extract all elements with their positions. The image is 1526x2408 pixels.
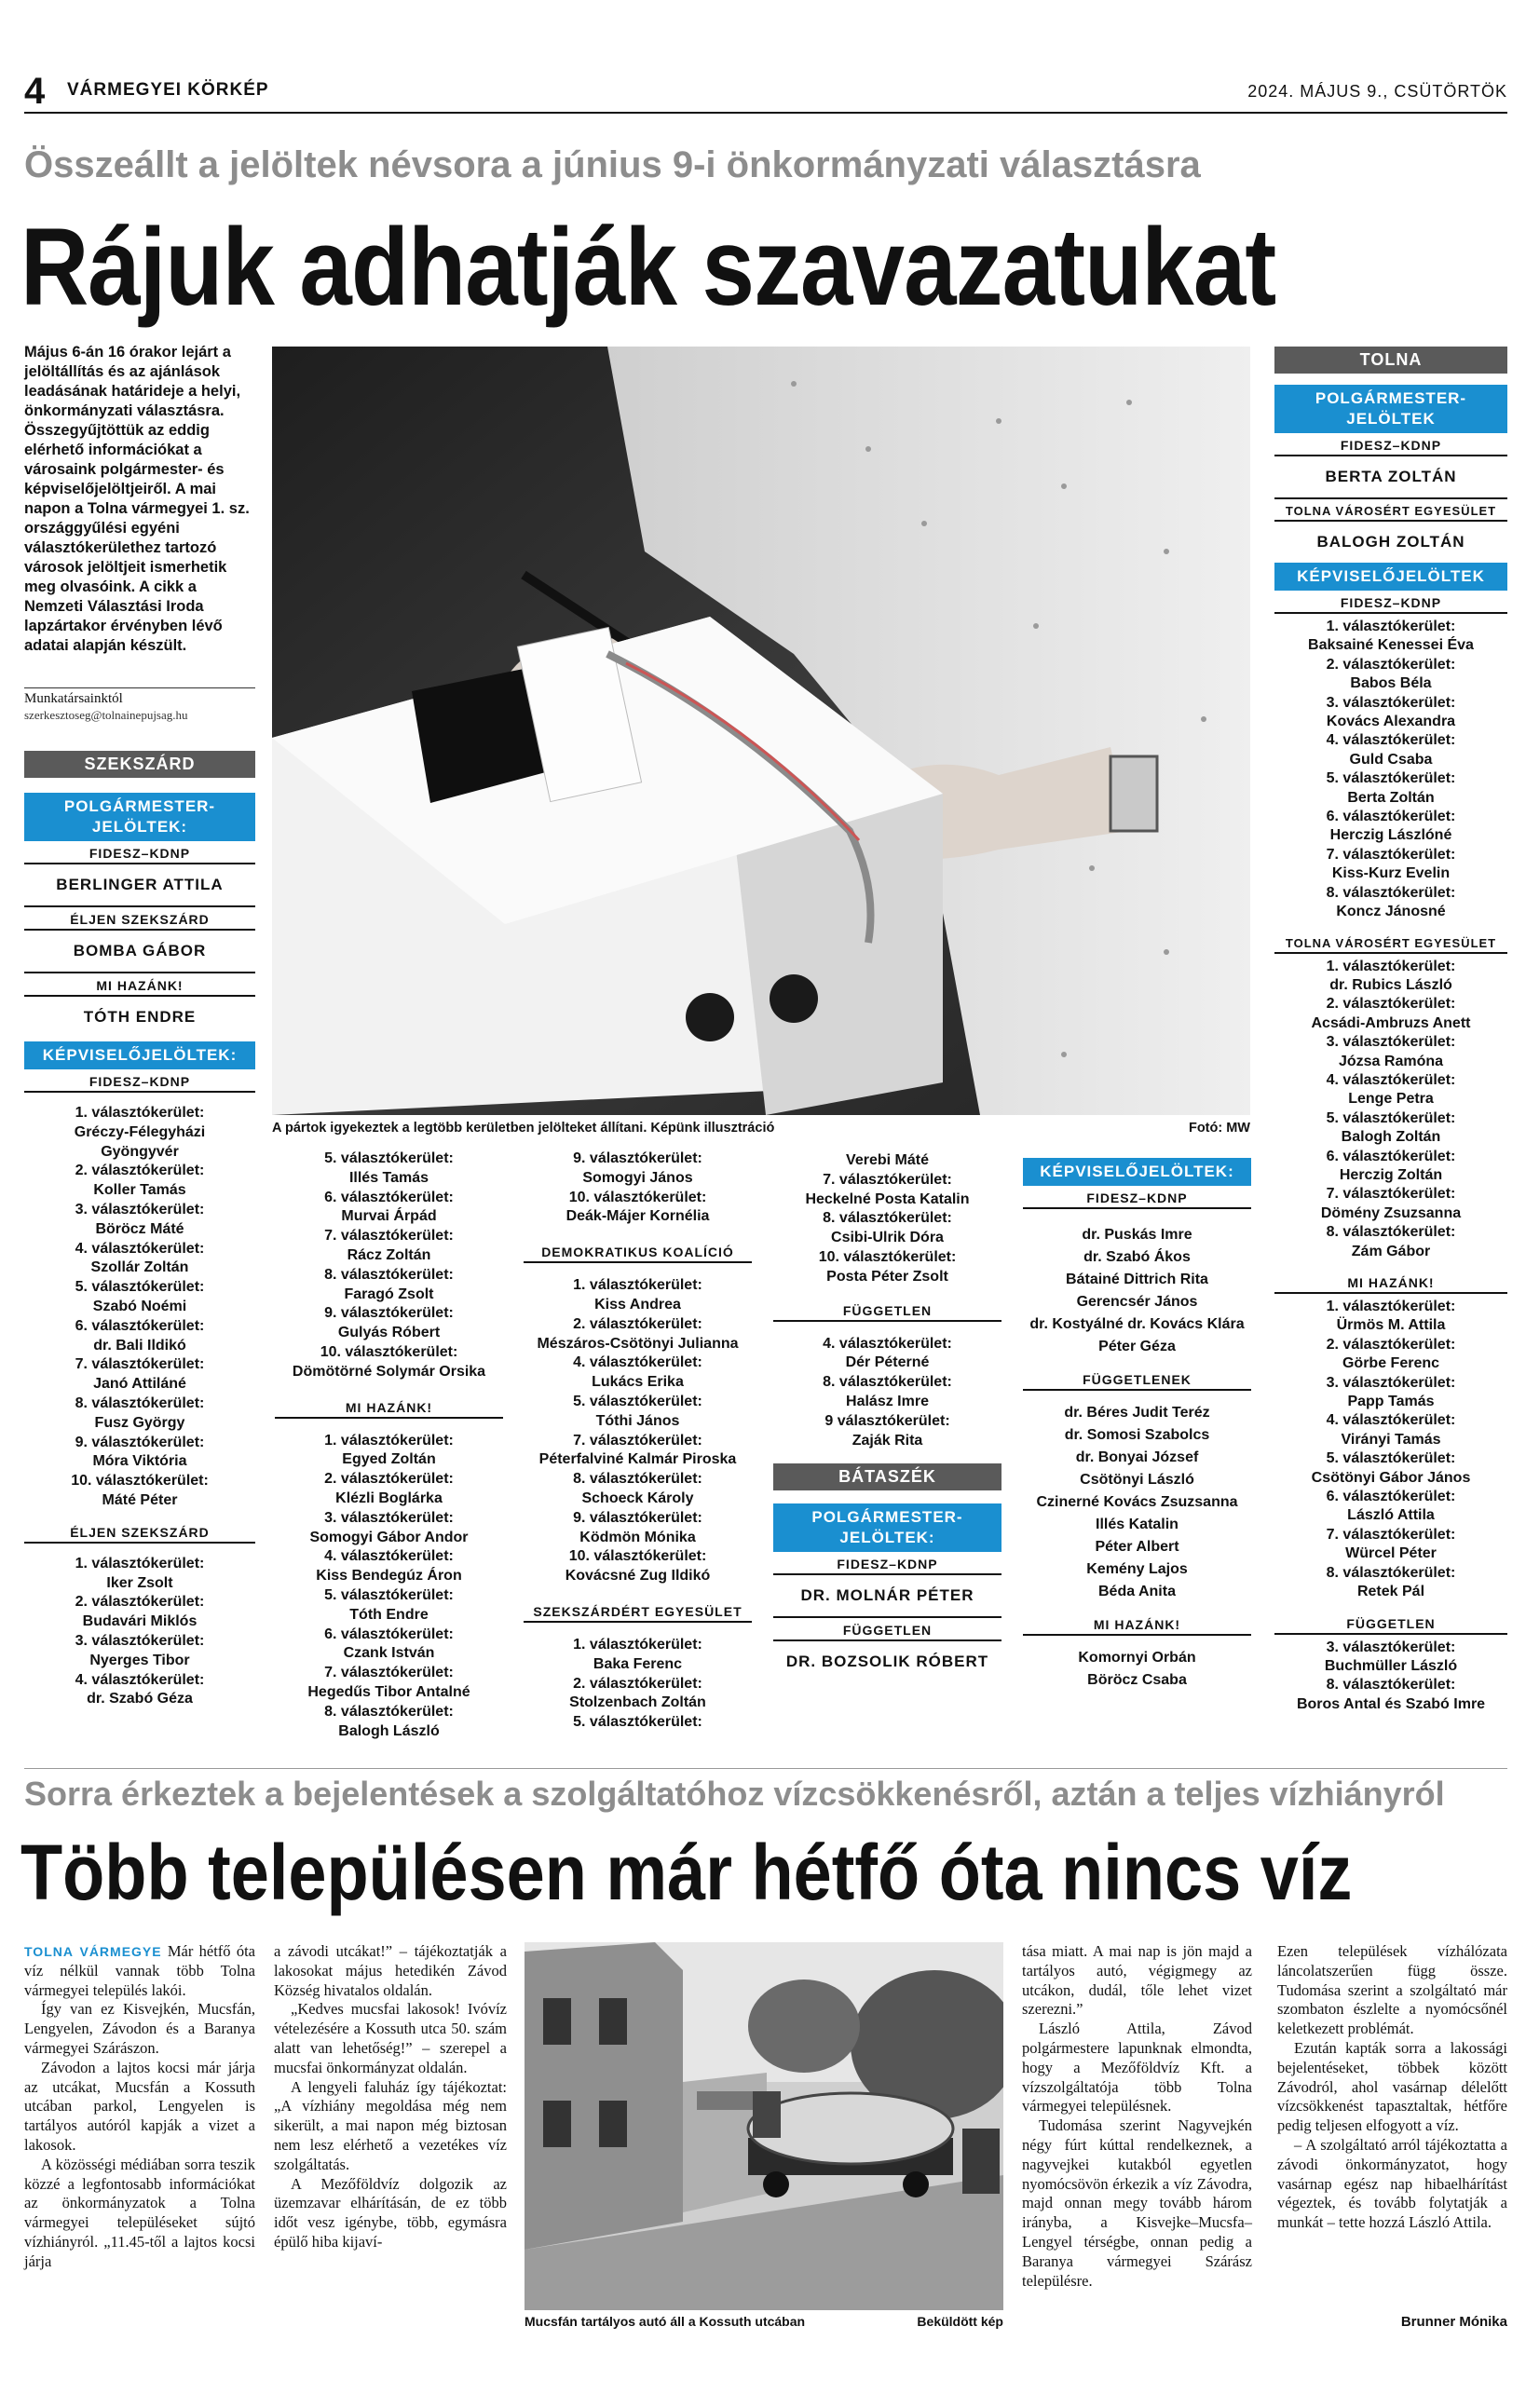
list-entry: Fusz György <box>94 1414 185 1431</box>
list-entry: Mészáros-Csötönyi Julianna <box>537 1335 739 1352</box>
list-entry: Acsádi-Ambruzs Anett <box>1311 1014 1471 1031</box>
candidate-list <box>1023 1647 1251 1692</box>
list-entry: Dömény Zsuzsanna <box>1320 1204 1462 1221</box>
list-entry: Würcel Péter <box>1345 1545 1437 1562</box>
candidate-list <box>524 1636 752 1733</box>
list-entry: dr. Szabó Ákos <box>1083 1249 1191 1265</box>
list-entry: Dér Péterné <box>845 1354 930 1371</box>
list-entry: 10. választókerület: <box>568 1548 707 1565</box>
list-entry: 6. választókerület: <box>324 1189 454 1205</box>
party-label: FIDESZ–KDNP <box>1274 433 1507 456</box>
list-entry: 8. választókerület: <box>75 1394 205 1411</box>
list-entry: dr. Bali Ildikó <box>93 1337 186 1354</box>
list-entry: Posta Péter Zsolt <box>826 1268 948 1285</box>
list-entry: Nyerges Tibor <box>89 1652 190 1668</box>
list-entry: 8. választókerület: <box>324 1266 454 1283</box>
paragraph: Tudomása szerint Nagyvejkén négy fúrt kúttal rendelkeznek, a nagyvejkei kutakból egyetlen nyomócsövön érkezik a víz Závodra, majd onnan megy tovább három irányba, a Kisvejke–Mucsfa–Lengyel térségbe, onnan pedig a Baranya vármegyei Szárász településre. <box>1022 2116 1252 2290</box>
list-entry: 6. választókerület: <box>1326 1148 1456 1164</box>
party-label: SZEKSZÁRDÉRT EGYESÜLET <box>524 1599 752 1623</box>
list-entry: Szabó Noémi <box>92 1298 187 1314</box>
candidate-list <box>524 1150 752 1227</box>
list-entry: Somogyi János <box>582 1169 693 1186</box>
list-entry: 5. választókerület: <box>573 1714 702 1731</box>
list-entry: Virányi Tamás <box>1341 1431 1441 1448</box>
ballot-box-photo <box>272 347 1250 1115</box>
byline-email[interactable]: szerkesztoseg@tolnainepujsag.hu <box>24 708 188 722</box>
list-entry: Ködmön Mónika <box>579 1529 696 1545</box>
szekszard-block <box>24 751 255 1709</box>
list-entry: 7. választókerület: <box>1326 846 1456 863</box>
party-label: DEMOKRATIKUS KOALÍCIÓ <box>524 1240 752 1263</box>
paragraph: Ezután kapták sorra a lakossági bejelentéseket, többek között Závodról, ahol vasárnap délelőtt vízcsökkenést tapasztaltak, hétfőre pedig teljesen elfogyott a víz. <box>1277 2038 1507 2135</box>
list-entry: 4. választókerület: <box>324 1548 454 1565</box>
list-entry: Lukács Erika <box>592 1374 684 1391</box>
list-entry: 9. választókerület: <box>573 1150 702 1166</box>
list-entry: 1. választókerület: <box>1326 619 1456 634</box>
list-entry: Péter Géza <box>1098 1339 1176 1354</box>
list-entry: 2. választókerület: <box>75 1163 205 1179</box>
list-entry: Buchmüller László <box>1324 1657 1458 1674</box>
list-entry: Egyed Zoltán <box>342 1451 436 1468</box>
paragraph: A Mezőföldvíz dolgozik az üzemzavar elhárításán, de ez több időt vesz igénybe, több, egymásra épülő hiba kijaví- <box>274 2174 507 2251</box>
list-entry: Szollár Zoltán <box>90 1259 189 1276</box>
city-band-szekszard: SZEKSZÁRD <box>24 751 255 778</box>
list-entry: Herczig Lászlóné <box>1329 827 1452 844</box>
article2-author: Brunner Mónika <box>1400 2314 1507 2330</box>
list-entry: Baka Ferenc <box>593 1655 683 1672</box>
tolna-block <box>1274 347 1507 1714</box>
section-divider <box>24 1768 1507 1769</box>
list-entry: 3. választókerület: <box>1326 1374 1456 1391</box>
water-truck-image <box>525 1942 1003 2310</box>
list-entry: Gulyás Róbert <box>337 1325 441 1341</box>
list-entry: Papp Tamás <box>1347 1394 1435 1410</box>
article1-lead: Május 6-án 16 órakor lejárt a jelöltállítás és az ajánlások leadásának határideje a helyi, önkormányzati választásra. Összegyűjtöttük az eddig elérhető információkat a városaink polgármester- és képviselőjelöltjeiről. A mai napon a Tolna vármegyei 1. sz. országgyűlési egyéni választókerülethez tartozó városok jelöltjeit ismerhetik meg olvasóink. A cikk a Nemzeti Választási Iroda lapzártakor érvényben lévő adatai alapján készült. <box>24 344 250 654</box>
candidate-list <box>24 1104 255 1511</box>
issue-date: 2024. MÁJUS 9., CSÜTÖRTÖK <box>1247 82 1507 101</box>
list-entry: Balogh László <box>338 1722 440 1739</box>
list-entry: 9. választókerület: <box>573 1509 702 1526</box>
list-entry: 7. választókerület: <box>75 1356 205 1373</box>
location-tag: TOLNA VÁRMEGYE <box>24 1944 162 1959</box>
list-entry: Schoeck Károly <box>581 1490 694 1506</box>
paragraph <box>24 1942 255 2000</box>
list-entry: 8. választókerület: <box>1326 884 1456 901</box>
list-entry: Murvai Árpád <box>341 1208 437 1225</box>
list-entry: Béda Anita <box>1098 1584 1176 1599</box>
candidate-list <box>1274 958 1507 1262</box>
list-entry: Kiss-Kurz Evelin <box>1331 865 1451 882</box>
list-entry: 4. választókerület: <box>1326 732 1456 749</box>
party-label: FIDESZ–KDNP <box>24 841 255 864</box>
party-label: MI HAZÁNK! <box>24 973 255 997</box>
mayor-candidate: DR. BOZSOLIK RÓBERT <box>785 1653 989 1671</box>
paragraph: „Kedves mucsfai lakosok! Ivóvíz vételezésére a Kossuth utca 50. szám alatt van lehetőség!” – szerepel a mucsfai önkormányzat oldalán. <box>274 2000 507 2076</box>
list-entry: Gerencsér János <box>1076 1294 1198 1310</box>
list-entry: 2. választókerület: <box>573 1675 702 1692</box>
list-entry: 1. választókerület: <box>1326 1299 1456 1314</box>
list-entry: 3. választókerület: <box>75 1632 205 1649</box>
list-entry: 7. választókerület: <box>823 1171 952 1188</box>
list-entry: 8. választókerület: <box>823 1374 952 1391</box>
list-entry: 5. választókerület: <box>1326 770 1456 787</box>
list-entry: Koller Tamás <box>93 1182 186 1199</box>
list-entry: 4. választókerület: <box>573 1354 702 1371</box>
mayor-candidate: TÓTH ENDRE <box>83 1008 197 1026</box>
list-entry: Deák-Májer Kornélia <box>565 1208 710 1225</box>
city-band-tolna: TOLNA <box>1274 347 1507 374</box>
mayor-candidate: DR. MOLNÁR PÉTER <box>773 1575 1001 1618</box>
list-entry: 9 választókerület: <box>824 1412 950 1429</box>
candidate-list <box>24 1555 255 1709</box>
list-entry: 4. választókerület: <box>75 1671 205 1688</box>
list-entry: 3. választókerület: <box>1326 694 1456 711</box>
page-number: 4 <box>24 71 46 112</box>
mayor-band-tolna: POLGÁRMESTER- JELÖLTEK <box>1274 385 1507 433</box>
column-5 <box>1023 1158 1251 1692</box>
list-entry: Dömötörné Solymár Orsika <box>292 1363 486 1380</box>
list-entry: Bátainé Dittrich Rita <box>1066 1272 1208 1287</box>
mayor-candidate: BERTA ZOLTÁN <box>1274 456 1507 499</box>
ballot-box-image <box>272 347 1250 1115</box>
list-entry: Gréczy-Félegyházi <box>74 1123 206 1140</box>
list-entry: Iker Zsolt <box>106 1574 173 1591</box>
photo1-caption <box>272 1121 1250 1136</box>
list-entry: Péter Albert <box>1095 1539 1179 1555</box>
list-entry: Kiss Andrea <box>594 1296 681 1313</box>
list-entry: dr. Puskás Imre <box>1082 1227 1192 1243</box>
party-label: MI HAZÁNK! <box>1023 1612 1251 1636</box>
list-entry: 7. választókerület: <box>324 1228 454 1245</box>
water-truck-photo <box>525 1942 1003 2310</box>
list-entry: Illés Tamás <box>348 1169 429 1186</box>
list-entry: Csibi-Ulrik Dóra <box>831 1230 944 1246</box>
article2-column-4 <box>1277 1942 1507 2233</box>
party-label: TOLNA VÁROSÉRT EGYESÜLET <box>1274 499 1507 522</box>
list-entry: 1. választókerület: <box>75 1555 205 1571</box>
list-entry: 2. választókerület: <box>1326 656 1456 673</box>
candidate-list <box>524 1276 752 1586</box>
list-entry: dr. Szabó Géza <box>87 1691 193 1707</box>
list-entry: Verebi Máté <box>846 1152 929 1168</box>
party-label: FÜGGETLENEK <box>1023 1367 1251 1391</box>
list-entry: 5. választókerület: <box>324 1150 454 1166</box>
list-entry: Retek Pál <box>1356 1584 1425 1600</box>
byline-text: Munkatársainktól <box>24 691 123 706</box>
list-entry: Kemény Lajos <box>1086 1561 1188 1577</box>
list-entry: Csötönyi Gábor János <box>1311 1469 1471 1486</box>
list-entry: 2. választókerület: <box>324 1471 454 1488</box>
party-label: TOLNA VÁROSÉRT EGYESÜLET <box>1274 932 1507 954</box>
candidate-list <box>1023 1402 1251 1603</box>
list-entry: 2. választókerület: <box>1326 996 1456 1013</box>
list-entry: Ürmös M. Attila <box>1336 1317 1446 1334</box>
paragraph: tása miatt. A mai nap is jön majd a tartályos autó, végigmegy az utcákon, dudál, tőle lehet vizet szerezni.” <box>1022 1942 1252 2019</box>
article1-byline <box>24 687 255 724</box>
list-entry: Komornyi Orbán <box>1078 1650 1196 1666</box>
list-entry: 10. választókerület: <box>71 1473 209 1490</box>
candidate-list <box>773 1151 1001 1287</box>
candidate-list <box>773 1335 1001 1451</box>
list-entry: Czank István <box>343 1645 435 1662</box>
list-entry: Boros Antal és Szabó Imre <box>1296 1695 1486 1712</box>
list-entry: 1. választókerület: <box>573 1277 702 1294</box>
article2-column-1 <box>24 1942 255 2272</box>
list-entry: 8. választókerület: <box>324 1703 454 1720</box>
list-entry: 9. választókerület: <box>75 1434 205 1450</box>
list-entry: 3. választókerület: <box>1326 1034 1456 1051</box>
paragraph: A közösségi médiában sorra teszik közzé a legfontosabb információkat az önkormányzatok a Tolna vármegyei településeket sújtó vízhiányról. „11.45-től a lajtos kocsi járja <box>24 2155 255 2270</box>
list-entry: dr. Somosi Szabolcs <box>1064 1427 1210 1443</box>
mayor-candidate: BERLINGER ATTILA <box>24 864 255 907</box>
list-entry: Böröcz Máté <box>95 1220 184 1237</box>
party-label: MI HAZÁNK! <box>275 1395 503 1419</box>
list-entry: Móra Viktória <box>92 1453 187 1470</box>
list-entry: Zaják Rita <box>852 1432 923 1449</box>
list-entry: Tóth Endre <box>349 1606 429 1623</box>
list-entry: 6. választókerület: <box>1326 809 1456 825</box>
list-entry: Czinerné Kovács Zsuzsanna <box>1036 1494 1238 1510</box>
list-entry: Péterfalviné Kalmár Piroska <box>538 1451 737 1468</box>
party-label: ÉLJEN SZEKSZÁRD <box>24 1520 255 1544</box>
column-2 <box>275 1150 503 1741</box>
list-entry: dr. Béres Judit Teréz <box>1064 1405 1210 1421</box>
list-entry: Gyöngyvér <box>101 1143 179 1160</box>
list-entry: Budavári Miklós <box>82 1613 198 1630</box>
list-entry: 3. választókerület: <box>324 1509 454 1526</box>
page-header <box>24 71 1507 114</box>
list-entry: Rácz Zoltán <box>347 1246 431 1263</box>
candidate-list <box>275 1150 503 1382</box>
list-entry: Tóthi János <box>595 1412 680 1429</box>
list-entry: Hegedűs Tibor Antalné <box>307 1683 470 1700</box>
list-entry: 4. választókerület: <box>1326 1071 1456 1088</box>
paragraph: a závodi utcákat!” – tájékoztatják a lakosokat május hetedikén Závod Község hivatalos oldalán. <box>274 1942 507 1999</box>
list-entry: Kovács Alexandra <box>1326 714 1456 730</box>
mayor-candidate: BOMBA GÁBOR <box>24 931 255 973</box>
list-entry: 5. választókerület: <box>324 1586 454 1603</box>
list-entry: Koncz Jánosné <box>1336 904 1446 920</box>
list-entry: Józsa Ramóna <box>1338 1053 1444 1069</box>
list-entry: Klézli Boglárka <box>335 1490 443 1506</box>
list-entry: 7. választókerület: <box>324 1665 454 1681</box>
mayor-band-bataszek: POLGÁRMESTER- JELÖLTEK: <box>773 1503 1001 1552</box>
article2-column-3 <box>1022 1942 1252 2291</box>
list-entry: Faragó Zsolt <box>344 1286 434 1302</box>
list-entry: Somogyi Gábor Andor <box>309 1529 469 1545</box>
candidate-list <box>1274 618 1507 922</box>
list-entry: Balogh Zoltán <box>1341 1129 1441 1146</box>
list-entry: dr. Bonyai József <box>1075 1449 1199 1465</box>
paragraph: Így van ez Kisvejkén, Mucsfán, Lengyelen, Závodon és a Baranya vármegyei Szárászon. <box>24 2000 255 2057</box>
paragraph: – A szolgáltató arról tájékoztatta a závodi önkormányzatot, hogy vasárnap egész nap hibaelhárítást végeztek, és tovább folytatják a munkát – tette hozzá László Attila. <box>1277 2135 1507 2232</box>
list-entry: Illés Katalin <box>1096 1517 1179 1532</box>
photo-credit: Beküldött kép <box>917 2314 1003 2329</box>
candidate-list <box>1274 1639 1507 1715</box>
list-entry: dr. Rubics László <box>1329 976 1452 993</box>
list-entry: 7. választókerület: <box>1326 1186 1456 1203</box>
party-label: FIDESZ–KDNP <box>773 1552 1001 1575</box>
council-band-szekszard: KÉPVISELŐJELÖLTEK: <box>24 1041 255 1069</box>
list-entry: Kovácsné Zug Ildikó <box>565 1568 711 1585</box>
list-entry: Böröcz Csaba <box>1087 1672 1187 1688</box>
party-label: FIDESZ–KDNP <box>1023 1186 1251 1209</box>
list-entry: Berta Zoltán <box>1347 789 1435 806</box>
list-entry: 5. választókerület: <box>573 1393 702 1409</box>
mayor-band-szekszard: POLGÁRMESTER- JELÖLTEK: <box>24 793 255 841</box>
list-entry: 2. választókerület: <box>1326 1336 1456 1353</box>
paragraph: László Attila, Závod polgármestere lapunknak elmondta, hogy a Mezőföldvíz Kft. a vízszolgáltatója több Tolna vármegyei településnek. <box>1022 2020 1252 2116</box>
party-label: FÜGGETLEN <box>773 1618 1001 1641</box>
party-label: MI HAZÁNK! <box>1274 1271 1507 1294</box>
party-label: FÜGGETLEN <box>1274 1612 1507 1635</box>
list-entry: Heckelné Posta Katalin <box>805 1190 970 1207</box>
list-entry: 6. választókerület: <box>75 1317 205 1334</box>
list-entry: 2. választókerület: <box>75 1594 205 1611</box>
list-entry: 4. választókerület: <box>823 1335 952 1352</box>
party-label: FIDESZ–KDNP <box>24 1069 255 1093</box>
candidate-list <box>1023 1224 1251 1358</box>
list-entry: 8. választókerület: <box>1326 1564 1456 1581</box>
party-label: FIDESZ–KDNP <box>1274 591 1507 614</box>
council-band-tolna: KÉPVISELŐJELÖLTEK <box>1274 563 1507 591</box>
list-entry: Babos Béla <box>1350 675 1432 692</box>
list-entry: 1. választókerület: <box>1326 958 1456 974</box>
list-entry: Baksainé Kenessei Éva <box>1308 637 1474 654</box>
caption-text: Mucsfán tartályos autó áll a Kossuth utcában <box>525 2314 806 2329</box>
party-label: FÜGGETLEN <box>773 1299 1001 1322</box>
list-entry: 3. választókerület: <box>1326 1639 1456 1655</box>
list-entry: Stolzenbach Zoltán <box>569 1694 706 1711</box>
candidate-list <box>275 1432 503 1742</box>
list-entry: 1. választókerület: <box>324 1432 454 1449</box>
list-entry: 5. választókerület: <box>1326 1450 1456 1467</box>
list-entry: Görbe Ferenc <box>1342 1355 1440 1372</box>
list-entry: 10. választókerület: <box>320 1343 458 1360</box>
list-entry: Máté Péter <box>102 1491 178 1508</box>
list-entry: 8. választókerület: <box>823 1210 952 1227</box>
list-entry: Kiss Bendegúz Áron <box>316 1568 462 1585</box>
list-entry: 10. választókerület: <box>568 1189 707 1205</box>
party-label: ÉLJEN SZEKSZÁRD <box>24 907 255 931</box>
article2-headline: Több településen már hétfő óta nincs víz <box>20 1829 1353 1916</box>
paragraph: A lengyeli faluház így tájékoztat: „A vízhiány megoldása még nem sikerült, a mai napon még biztosan nem lesz elérhető a vezetékes víz szolgáltatás. <box>274 2077 507 2173</box>
list-entry: 5. választókerület: <box>1326 1109 1456 1126</box>
column-4 <box>773 1151 1001 1682</box>
list-entry: Guld Csaba <box>1349 751 1433 768</box>
mayor-candidate: BALOGH ZOLTÁN <box>1316 533 1465 551</box>
column-3 <box>524 1150 752 1733</box>
list-entry: 3. választókerület: <box>75 1201 205 1218</box>
article2-column-2 <box>274 1942 507 2252</box>
list-entry: 8. választókerület: <box>573 1471 702 1488</box>
city-band-bataszek: BÁTASZÉK <box>773 1463 1001 1490</box>
list-entry: 2. választókerület: <box>573 1315 702 1332</box>
list-entry: Zám Gábor <box>1351 1243 1431 1259</box>
list-entry: 6. választókerület: <box>1326 1489 1456 1505</box>
list-entry: dr. Kostyálné dr. Kovács Klára <box>1029 1316 1245 1332</box>
list-entry: Janó Attiláné <box>93 1376 186 1393</box>
list-entry: Lenge Petra <box>1348 1091 1434 1108</box>
list-entry: 4. választókerület: <box>1326 1412 1456 1429</box>
list-entry: 7. választókerület: <box>573 1432 702 1449</box>
article2-kicker: Sorra érkeztek a bejelentések a szolgáltatóhoz vízcsökkenésről, aztán a teljes vízhiányról <box>24 1775 1445 1813</box>
list-entry: 8. választókerület: <box>1326 1677 1456 1694</box>
article1-kicker: Összeállt a jelöltek névsora a június 9-i önkormányzati választásra <box>24 144 1201 185</box>
list-entry: 7. választókerület: <box>1326 1526 1456 1543</box>
article1-headline: Rájuk adhatják szavazatukat <box>20 206 1276 329</box>
council-band-bataszek: KÉPVISELŐJELÖLTEK: <box>1023 1158 1251 1186</box>
paragraph: Ezen települések vízhálózata láncolatszerűen függ össze. Tudomása szerint a szolgáltató már szombaton észlelte a nyomócsőnél keletkezett problémát. <box>1277 1942 1507 2038</box>
list-entry: Halász Imre <box>846 1393 929 1409</box>
list-entry: 8. választókerület: <box>1326 1224 1456 1241</box>
section-name: VÁRMEGYEI KÖRKÉP <box>67 80 269 100</box>
list-entry: László Attila <box>1347 1507 1435 1524</box>
list-entry: Herczig Zoltán <box>1339 1166 1443 1183</box>
photo2-caption <box>525 2314 1003 2329</box>
list-entry: 1. választókerület: <box>75 1105 205 1121</box>
list-entry: 6. választókerület: <box>324 1626 454 1642</box>
list-entry: 1. választókerület: <box>573 1636 702 1653</box>
list-entry: 4. választókerület: <box>75 1240 205 1257</box>
paragraph: Závodon a lajtos kocsi már járja az utcákat, Mucsfán a Kossuth utcában parkol, Lengyelen is tartályos autóról kapják a vizet a lakosok. <box>24 2058 255 2154</box>
paragraph-text: Már hétfő óta víz nélkül vannak több Tolna vármegyei település lakói. <box>24 1942 255 1999</box>
list-entry: Csötönyi László <box>1080 1472 1194 1488</box>
list-entry: 5. választókerület: <box>75 1279 205 1296</box>
list-entry: 9. választókerület: <box>324 1305 454 1322</box>
candidate-list <box>1274 1298 1507 1602</box>
caption-text: A pártok igyekeztek a legtöbb kerületben jelölteket állítani. Képünk illusztráció <box>272 1121 775 1136</box>
photo-credit: Fotó: MW <box>1188 1121 1250 1136</box>
list-entry: 10. választókerület: <box>818 1248 957 1265</box>
